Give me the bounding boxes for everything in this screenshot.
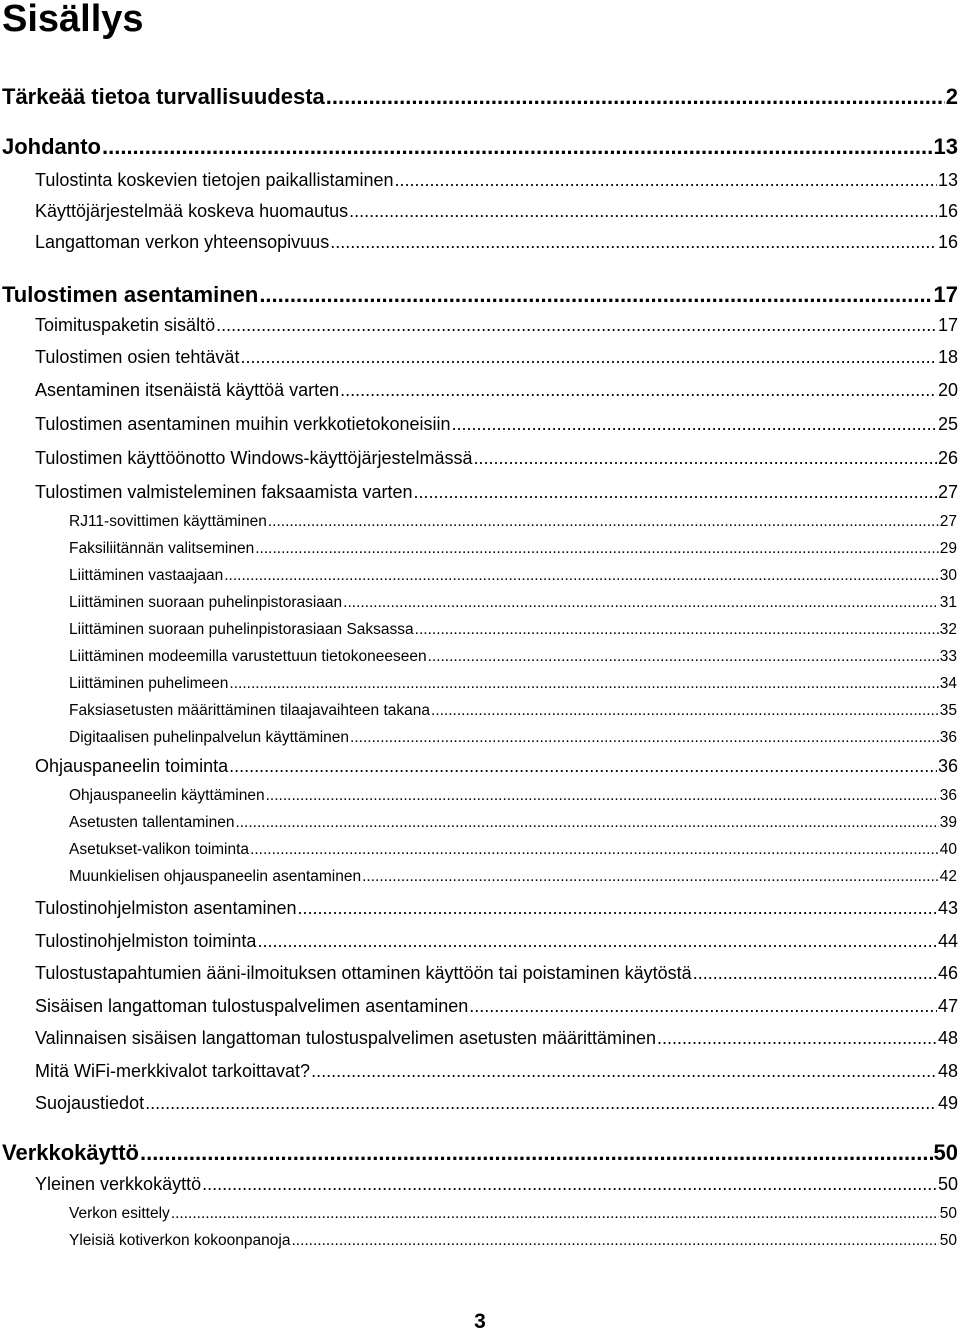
dot-leader <box>469 996 937 1017</box>
toc-entry-page: 13 <box>933 134 958 159</box>
dot-leader <box>431 702 939 720</box>
toc-entry-page: 36 <box>939 729 957 746</box>
toc-entry[interactable] <box>69 540 957 558</box>
dot-leader <box>235 814 938 832</box>
toc-entry-title: Käyttöjärjestelmää koskeva huomautus <box>35 201 349 221</box>
toc-entry-page: 16 <box>937 201 958 221</box>
toc-entry-page: 50 <box>939 1205 957 1222</box>
dot-leader <box>343 594 939 612</box>
toc-entry-page: 17 <box>933 282 958 307</box>
toc-entry-page: 46 <box>937 963 958 983</box>
toc-entry[interactable] <box>69 675 957 693</box>
toc-entry-page: 26 <box>937 448 958 468</box>
toc-entry-page: 44 <box>937 931 958 951</box>
toc-entry[interactable] <box>35 1093 958 1114</box>
dot-leader <box>291 1232 938 1250</box>
dot-leader <box>428 648 939 666</box>
toc-entry-page: 16 <box>937 232 958 252</box>
toc-entry[interactable] <box>35 414 958 435</box>
toc-entry[interactable] <box>35 232 958 253</box>
dot-leader <box>257 931 937 952</box>
toc-entry-title: Tulostinta koskevien tietojen paikallistaminen <box>35 170 394 190</box>
dot-leader <box>140 1140 933 1166</box>
dot-leader <box>102 134 933 160</box>
toc-entry-title: Valinnaisen sisäisen langattoman tulostuspalvelimen asetusten määrittäminen <box>35 1028 657 1048</box>
toc-entry-page: 42 <box>939 868 957 885</box>
toc-entry[interactable] <box>69 729 957 747</box>
dot-leader <box>326 84 945 110</box>
dot-leader <box>268 513 939 531</box>
toc-entry[interactable] <box>35 170 958 191</box>
toc-entry-page: 50 <box>939 1232 957 1249</box>
toc-entry-title: Verkon esittely <box>69 1205 170 1222</box>
toc-entry-page: 47 <box>937 996 958 1016</box>
dot-leader <box>362 868 939 886</box>
toc-entry-title: Faksiasetusten määrittäminen tilaajavaihteen takana <box>69 702 431 719</box>
toc-entry[interactable] <box>2 282 958 308</box>
dot-leader <box>229 675 938 693</box>
dot-leader <box>330 232 937 253</box>
toc-entry[interactable] <box>69 787 957 805</box>
toc-entry[interactable] <box>69 814 957 832</box>
dot-leader <box>216 315 937 336</box>
dot-leader <box>657 1028 937 1049</box>
toc-entry-title: Verkkokäyttö <box>2 1140 139 1165</box>
toc-entry-page: 13 <box>937 170 958 190</box>
toc-entry-page: 39 <box>939 814 957 831</box>
toc-entry-page: 27 <box>937 482 958 502</box>
toc-entry[interactable] <box>69 841 957 859</box>
toc-entry[interactable] <box>35 201 958 222</box>
toc-entry-page: 2 <box>945 84 958 109</box>
toc-entry-page: 33 <box>939 648 957 665</box>
toc-entry-title: Tulostinohjelmiston asentaminen <box>35 898 297 918</box>
toc-entry-title: Faksiliitännän valitseminen <box>69 540 255 557</box>
toc-entry[interactable] <box>2 1140 958 1166</box>
toc-entry-title: Yleinen verkkokäyttö <box>35 1174 202 1194</box>
toc-entry-title: RJ11-sovittimen käyttäminen <box>69 513 267 530</box>
toc-entry-title: Asetukset-valikon toiminta <box>69 841 250 858</box>
toc-entry[interactable] <box>35 898 958 919</box>
toc-entry[interactable] <box>69 868 957 886</box>
toc-entry[interactable] <box>35 482 958 503</box>
dot-leader <box>240 347 937 368</box>
toc-entry-page: 31 <box>939 594 957 611</box>
toc-entry-title: Tulostimen asentaminen muihin verkkotietokoneisiin <box>35 414 451 434</box>
toc-entry[interactable] <box>69 513 957 531</box>
toc-entry[interactable] <box>35 931 958 952</box>
toc-entry[interactable] <box>35 315 958 336</box>
toc-entry-page: 17 <box>937 315 958 335</box>
dot-leader <box>266 787 939 805</box>
toc-entry-title: Mitä WiFi-merkkivalot tarkoittavat? <box>35 1061 311 1081</box>
toc-entry-page: 34 <box>939 675 957 692</box>
toc-entry[interactable] <box>35 347 958 368</box>
toc-entry-page: 40 <box>939 841 957 858</box>
toc-entry[interactable] <box>35 1061 958 1082</box>
toc-entry[interactable] <box>2 84 958 110</box>
toc-entry-title: Ohjauspaneelin toiminta <box>35 756 229 776</box>
toc-entry-title: Tulostimen osien tehtävät <box>35 347 240 367</box>
toc-entry-page: 25 <box>937 414 958 434</box>
toc-entry-page: 49 <box>937 1093 958 1113</box>
toc-entry-title: Muunkielisen ohjauspaneelin asentaminen <box>69 868 362 885</box>
toc-entry-page: 43 <box>937 898 958 918</box>
toc-entry[interactable] <box>69 1205 957 1223</box>
dot-leader <box>250 841 939 859</box>
toc-entry[interactable] <box>35 1174 958 1195</box>
dot-leader <box>452 414 937 435</box>
toc-entry-title: Liittäminen modeemilla varustettuun tietokoneeseen <box>69 648 427 665</box>
toc-entry-title: Asentaminen itsenäistä käyttöä varten <box>35 380 340 400</box>
toc-entry-title: Liittäminen suoraan puhelinpistorasiaan Saksassa <box>69 621 414 638</box>
toc-entry-page: 30 <box>939 567 957 584</box>
dot-leader <box>340 380 937 401</box>
toc-entry-title: Tulostimen valmisteleminen faksaamista varten <box>35 482 413 502</box>
dot-leader <box>145 1093 937 1114</box>
toc-entry[interactable] <box>35 448 958 469</box>
toc-entry-page: 36 <box>939 787 957 804</box>
toc-entry[interactable] <box>35 756 958 777</box>
toc-entry[interactable] <box>69 648 957 666</box>
toc-entry-title: Tulostimen asentaminen <box>2 282 259 307</box>
dot-leader <box>311 1061 937 1082</box>
toc-entry-page: 48 <box>937 1028 958 1048</box>
toc-entry[interactable] <box>69 594 957 612</box>
toc-entry[interactable] <box>69 1232 957 1250</box>
dot-leader <box>259 282 932 308</box>
page-title: Sisällys <box>2 0 144 40</box>
toc-entry-title: Toimituspaketin sisältö <box>35 315 216 335</box>
toc-entry-page: 48 <box>937 1061 958 1081</box>
toc-entry-title: Suojaustiedot <box>35 1093 145 1113</box>
toc-entry-page: 20 <box>937 380 958 400</box>
toc-entry-page: 35 <box>939 702 957 719</box>
toc-entry[interactable] <box>35 963 958 984</box>
toc-entry-title: Johdanto <box>2 134 101 159</box>
toc-entry[interactable] <box>69 567 957 585</box>
toc-entry-page: 50 <box>937 1174 958 1194</box>
toc-entry-title: Asetusten tallentaminen <box>69 814 235 831</box>
dot-leader <box>229 756 937 777</box>
dot-leader <box>171 1205 939 1223</box>
toc-entry-title: Digitaalisen puhelinpalvelun käyttäminen <box>69 729 350 746</box>
toc-entry-page: 29 <box>939 540 957 557</box>
toc-entry-title: Liittäminen vastaajaan <box>69 567 224 584</box>
toc-entry[interactable] <box>35 996 958 1017</box>
toc-entry-page: 18 <box>937 347 958 367</box>
toc-entry[interactable] <box>35 1028 958 1049</box>
dot-leader <box>255 540 939 558</box>
toc-entry[interactable] <box>69 702 957 720</box>
page-number: 3 <box>474 1310 486 1333</box>
toc-entry-title: Tärkeää tietoa turvallisuudesta <box>2 84 325 109</box>
dot-leader <box>395 170 937 191</box>
toc-entry[interactable] <box>2 134 958 160</box>
toc-entry-page: 32 <box>939 621 957 638</box>
dot-leader <box>224 567 939 585</box>
dot-leader <box>202 1174 937 1195</box>
toc-entry-title: Liittäminen suoraan puhelinpistorasiaan <box>69 594 343 611</box>
dot-leader <box>415 621 939 639</box>
toc-entry-title: Ohjauspaneelin käyttäminen <box>69 787 265 804</box>
toc-entry-title: Langattoman verkon yhteensopivuus <box>35 232 330 252</box>
toc-entry[interactable] <box>35 380 958 401</box>
toc-entry-page: 36 <box>937 756 958 776</box>
toc-entry-title: Tulostustapahtumien ääni-ilmoituksen ottaminen käyttöön tai poistaminen käytöstä <box>35 963 692 983</box>
toc-entry-title: Sisäisen langattoman tulostuspalvelimen asentaminen <box>35 996 469 1016</box>
dot-leader <box>693 963 937 984</box>
dot-leader <box>350 729 939 747</box>
toc-entry-title: Tulostimen käyttöönotto Windows-käyttöjärjestelmässä <box>35 448 473 468</box>
toc-entry[interactable] <box>69 621 957 639</box>
toc-entry-page: 27 <box>939 513 957 530</box>
dot-leader <box>413 482 936 503</box>
toc-entry-title: Yleisiä kotiverkon kokoonpanoja <box>69 1232 291 1249</box>
dot-leader <box>297 898 936 919</box>
toc-entry-page: 50 <box>933 1140 958 1165</box>
dot-leader <box>349 201 937 222</box>
toc-entry-title: Tulostinohjelmiston toiminta <box>35 931 257 951</box>
dot-leader <box>474 448 937 469</box>
toc-entry-title: Liittäminen puhelimeen <box>69 675 229 692</box>
